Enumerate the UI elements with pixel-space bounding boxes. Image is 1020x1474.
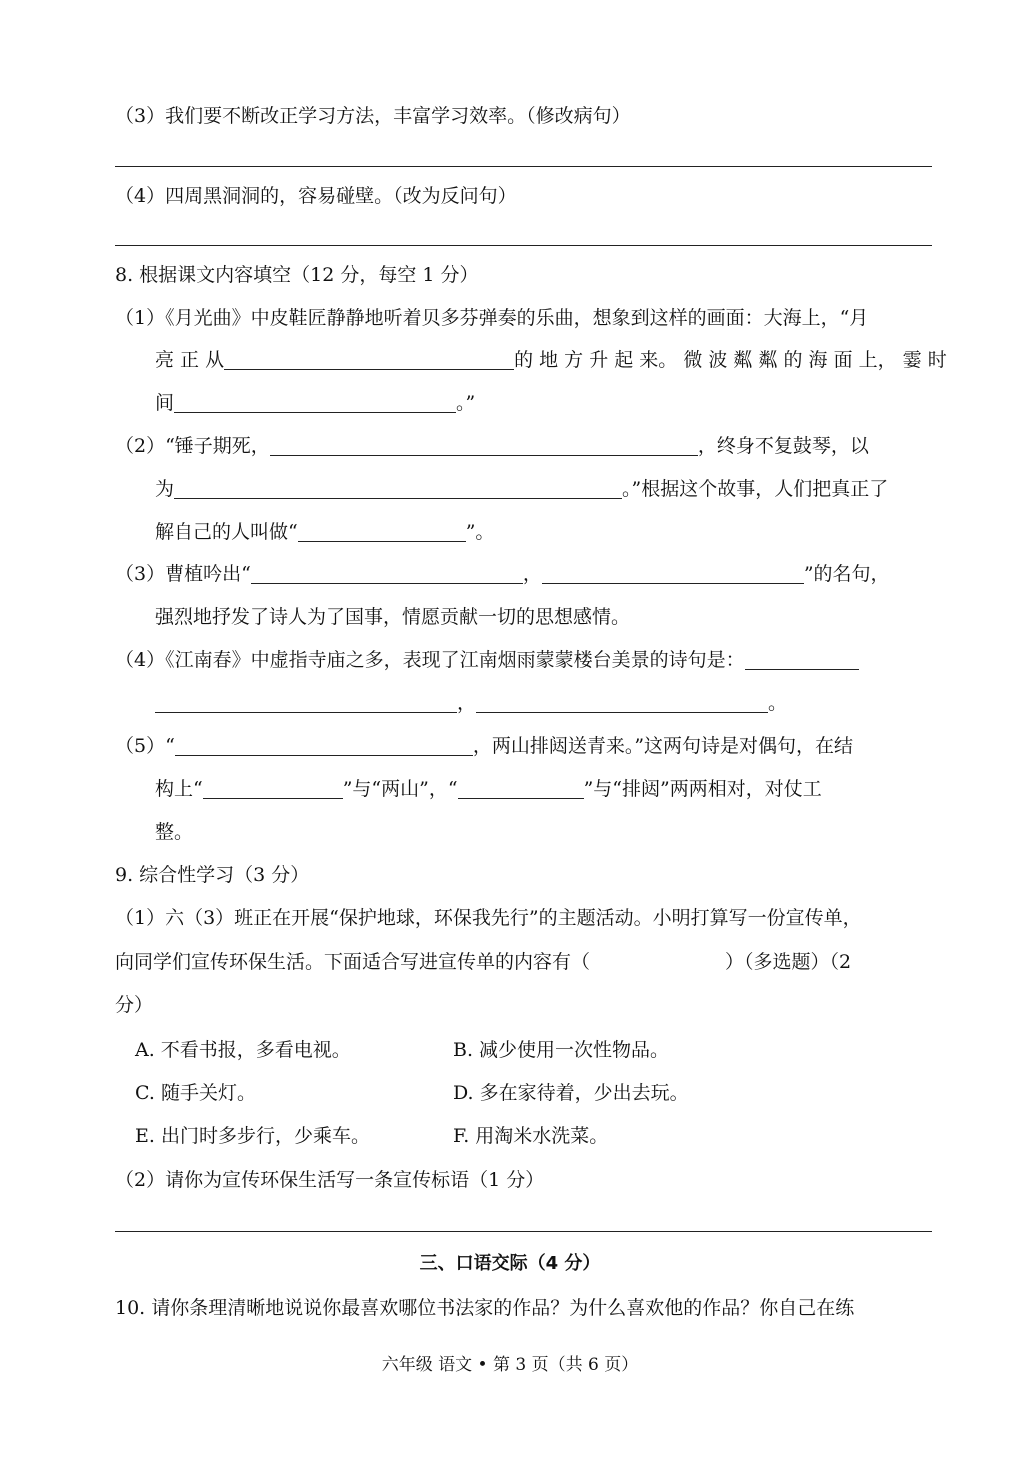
q8-p3-line1 bbox=[115, 561, 890, 587]
q9-p1-text-a: 向同学们宣传环保生活。下面适合写进宣传单的内容有（ bbox=[115, 951, 591, 973]
q8-p1-line1: （1）《月光曲》中皮鞋匠静静地听着贝多芬弹奏的乐曲，想象到这样的画面：大海上，“月 bbox=[115, 307, 869, 329]
q9-heading: 9. 综合性学习（3 分） bbox=[115, 864, 310, 886]
q8-p5-text-a: （5）“ bbox=[115, 735, 175, 757]
blank-q8-5b[interactable] bbox=[203, 778, 343, 799]
q9-p1-line1: （1）六（3）班正在开展“保护地球，环保我先行”的主题活动。小明打算写一份宣传单， bbox=[115, 907, 862, 929]
q8-p1-text-a: 亮 正 从 bbox=[155, 349, 225, 371]
q8-p3-line2: 强烈地抒发了诗人为了国事，情愿贡献一切的思想感情。 bbox=[155, 606, 631, 628]
blank-q8-4b[interactable] bbox=[155, 692, 457, 713]
blank-q8-4a[interactable] bbox=[745, 649, 859, 670]
q8-p4-text-c: 。 bbox=[768, 692, 788, 714]
q8-p1-text-d: 。” bbox=[456, 392, 476, 414]
q7-item3: （3）我们要不断改正学习方法，丰富学习效率。（修改病句） bbox=[115, 105, 631, 127]
option-a: A. 不看书报，多看电视。 bbox=[135, 1039, 351, 1061]
option-f: F. 用淘米水洗菜。 bbox=[453, 1125, 609, 1147]
q8-p5-line3: 整。 bbox=[155, 821, 194, 843]
page-footer: 六年级 语文 • 第 3 页（共 6 页） bbox=[381, 1355, 639, 1375]
option-c: C. 随手关灯。 bbox=[135, 1082, 256, 1104]
blank-q8-2b[interactable] bbox=[174, 478, 622, 499]
q7-item4: （4）四周黑洞洞的，容易碰壁。（改为反问句） bbox=[115, 185, 517, 207]
q9-p1-line3: 分） bbox=[115, 994, 154, 1016]
q8-p1-text-b: 的 地 方 升 起 来。 微 波 粼 粼 的 海 面 上， 霎 时 bbox=[514, 349, 947, 371]
q8-p1-line2 bbox=[155, 347, 947, 373]
q8-p2-text-e: 解自己的人叫做“ bbox=[155, 521, 298, 543]
q8-p3-text-b: ， bbox=[522, 563, 542, 585]
q8-p2-line3 bbox=[155, 519, 494, 545]
option-d: D. 多在家待着，少出去玩。 bbox=[453, 1082, 689, 1104]
q8-p2-text-c: 为 bbox=[155, 478, 175, 500]
answer-line-q7-4[interactable] bbox=[115, 245, 932, 246]
blank-q8-2a[interactable] bbox=[270, 435, 698, 456]
q8-p4-text-b: ， bbox=[457, 692, 477, 714]
blank-q8-3a[interactable] bbox=[251, 563, 523, 584]
q8-p1-line3 bbox=[155, 390, 475, 416]
q8-p5-line1 bbox=[115, 733, 853, 759]
blank-q8-1b[interactable] bbox=[174, 392, 456, 413]
answer-line-q7-3[interactable] bbox=[115, 166, 932, 167]
q8-p2-line1 bbox=[115, 433, 869, 459]
blank-q8-5c[interactable] bbox=[458, 778, 584, 799]
blank-q8-1a[interactable] bbox=[224, 349, 514, 370]
answer-line-q9-2[interactable] bbox=[115, 1231, 932, 1232]
option-b: B. 减少使用一次性物品。 bbox=[453, 1039, 670, 1061]
blank-q8-2c[interactable] bbox=[298, 521, 466, 542]
section-title: 三、口语交际（4 分） bbox=[419, 1253, 601, 1274]
q10-text: 10. 请你条理清晰地说说你最喜欢哪位书法家的作品？为什么喜欢他的作品？你自己在练 bbox=[115, 1297, 855, 1319]
q8-heading: 8. 根据课文内容填空（12 分，每空 1 分） bbox=[115, 264, 479, 286]
q8-p2-line2 bbox=[155, 476, 888, 502]
blank-q8-4c[interactable] bbox=[476, 692, 768, 713]
q8-p1-text-c: 间 bbox=[155, 392, 175, 414]
q8-p5-text-b: ，两山排闼送青来。”这两句诗是对偶句，在结 bbox=[472, 735, 854, 757]
q8-p2-text-a: （2）“锤子期死， bbox=[115, 435, 270, 457]
blank-q8-5a[interactable] bbox=[175, 735, 473, 756]
q9-p1-text-b: ）（多选题）（2 bbox=[725, 951, 852, 973]
q8-p2-text-f: ”。 bbox=[465, 521, 495, 543]
option-e: E. 出门时多步行，少乘车。 bbox=[135, 1125, 370, 1147]
q8-p5-text-d: ”与“两山”，“ bbox=[342, 778, 458, 800]
q8-p4-line1 bbox=[115, 647, 859, 673]
q8-p2-text-b: ，终身不复鼓琴，以 bbox=[697, 435, 869, 457]
q8-p4-line2 bbox=[155, 690, 787, 716]
q8-p2-text-d: 。”根据这个故事，人们把真正了 bbox=[622, 478, 889, 500]
q9-p2: （2）请你为宣传环保生活写一条宣传标语（1 分） bbox=[115, 1169, 545, 1191]
blank-q8-3b[interactable] bbox=[542, 563, 804, 584]
q8-p5-line2 bbox=[155, 776, 822, 802]
q8-p4-text-a: （4）《江南春》中虚指寺庙之多，表现了江南烟雨蒙蒙楼台美景的诗句是： bbox=[115, 649, 745, 671]
q8-p5-text-e: ”与“排闼”两两相对，对仗工 bbox=[583, 778, 822, 800]
q8-p3-text-c: ”的名句， bbox=[803, 563, 890, 585]
q8-p5-text-c: 构上“ bbox=[155, 778, 203, 800]
q9-p1-line2 bbox=[115, 949, 851, 975]
q8-p3-text-a: （3）曹植吟出“ bbox=[115, 563, 251, 585]
